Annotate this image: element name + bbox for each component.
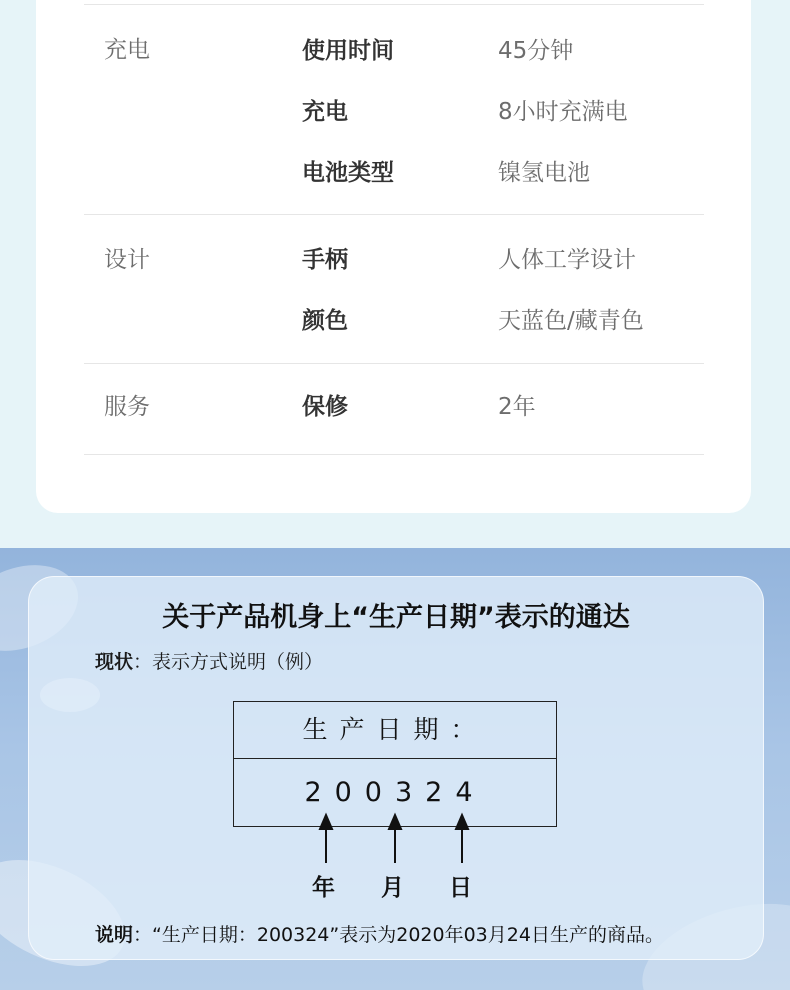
day-label: 日: [449, 875, 472, 901]
spec-category-design: 设计: [104, 247, 150, 273]
spec-row-handle: [84, 246, 704, 274]
spec-row-warranty: [84, 393, 704, 421]
spec-key: 保修: [302, 394, 348, 420]
info-subtitle-head: 现状: [95, 651, 134, 673]
month-label: 月: [381, 875, 404, 901]
spec-category-charging: 充电: [104, 37, 150, 63]
spec-key: 颜色: [302, 308, 348, 334]
info-note: [95, 920, 664, 947]
production-date-code: 200324: [304, 777, 486, 808]
spec-row-color: [84, 307, 704, 335]
spec-group-design: [84, 215, 704, 364]
spec-value: 8小时充满电: [498, 99, 628, 125]
spec-key: 手柄: [302, 247, 348, 273]
spec-category-service: 服务: [104, 394, 150, 420]
month-arrow-head: [389, 815, 401, 829]
info-note-text: ：“生产日期：200324”表示为2020年03月24日生产的商品。: [133, 924, 664, 946]
spec-key: 充电: [302, 99, 348, 125]
spec-value: 天蓝色/藏青色: [498, 308, 644, 334]
spec-group-service: [84, 364, 704, 455]
spec-row-usage-time: [84, 37, 704, 65]
day-arrow-head: [456, 815, 468, 829]
year-arrow-head: [320, 815, 332, 829]
spec-value: 45分钟: [498, 38, 574, 64]
spec-group-charging: [84, 4, 704, 215]
spec-key: 使用时间: [302, 38, 394, 64]
spec-value: 2年: [498, 394, 536, 420]
spec-key: 电池类型: [302, 160, 394, 186]
spec-row-battery-type: [84, 159, 704, 187]
info-subtitle-text: ：表示方式说明（例）: [133, 651, 324, 673]
year-label: 年: [312, 875, 335, 901]
info-note-head: 说明: [95, 924, 134, 946]
spec-row-charging: [84, 98, 704, 126]
date-info-card: [28, 576, 764, 960]
date-info-section: [0, 548, 790, 990]
production-date-label: 生产日期：: [234, 702, 556, 759]
info-title: 关于产品机身上“生产日期”表示的通达: [162, 602, 630, 633]
spec-value: 人体工学设计: [498, 247, 636, 273]
spec-value: 镍氢电池: [498, 160, 590, 186]
